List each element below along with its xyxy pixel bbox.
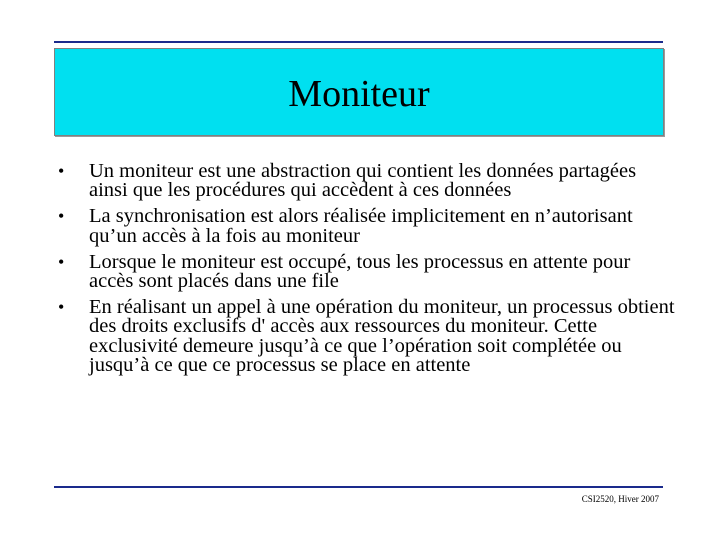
bullet-text: La synchronisation est alors réalisée implicitement en n’autorisant qu’un accès à la fois au moniteur bbox=[89, 205, 633, 247]
bottom-divider bbox=[54, 486, 663, 488]
bullet-marker: • bbox=[58, 251, 65, 272]
bullet-marker: • bbox=[58, 206, 65, 227]
bullet-marker: • bbox=[58, 161, 65, 181]
top-divider bbox=[54, 41, 663, 43]
bullet-item bbox=[56, 298, 676, 375]
bullet-text: Un moniteur est une abstraction qui contient les données partagées ainsi que les procédures qui accèdent à ces données bbox=[89, 160, 637, 202]
title-banner bbox=[54, 48, 664, 136]
footer-course-label: CSI2520, Hiver 2007 bbox=[581, 494, 659, 504]
bullet-text: Lorsque le moniteur est occupé, tous les processus en attente pour accès sont placés dans une file bbox=[89, 250, 631, 293]
bullet-list bbox=[56, 162, 676, 382]
bullet-text: En réalisant un appel à une opération du moniteur, un processus obtient des droits exclusifs d' accès aux ressources du moniteur. Cette exclusivité demeure jusqu’à ce que l’opération soit complétée ou jusqu’à ce que ce processus se place en attente bbox=[89, 296, 675, 376]
bullet-marker: • bbox=[58, 297, 65, 318]
slide-title: Moniteur bbox=[288, 73, 430, 115]
bullet-item bbox=[56, 162, 676, 200]
bullet-item bbox=[56, 250, 676, 293]
bullet-item bbox=[56, 207, 676, 245]
